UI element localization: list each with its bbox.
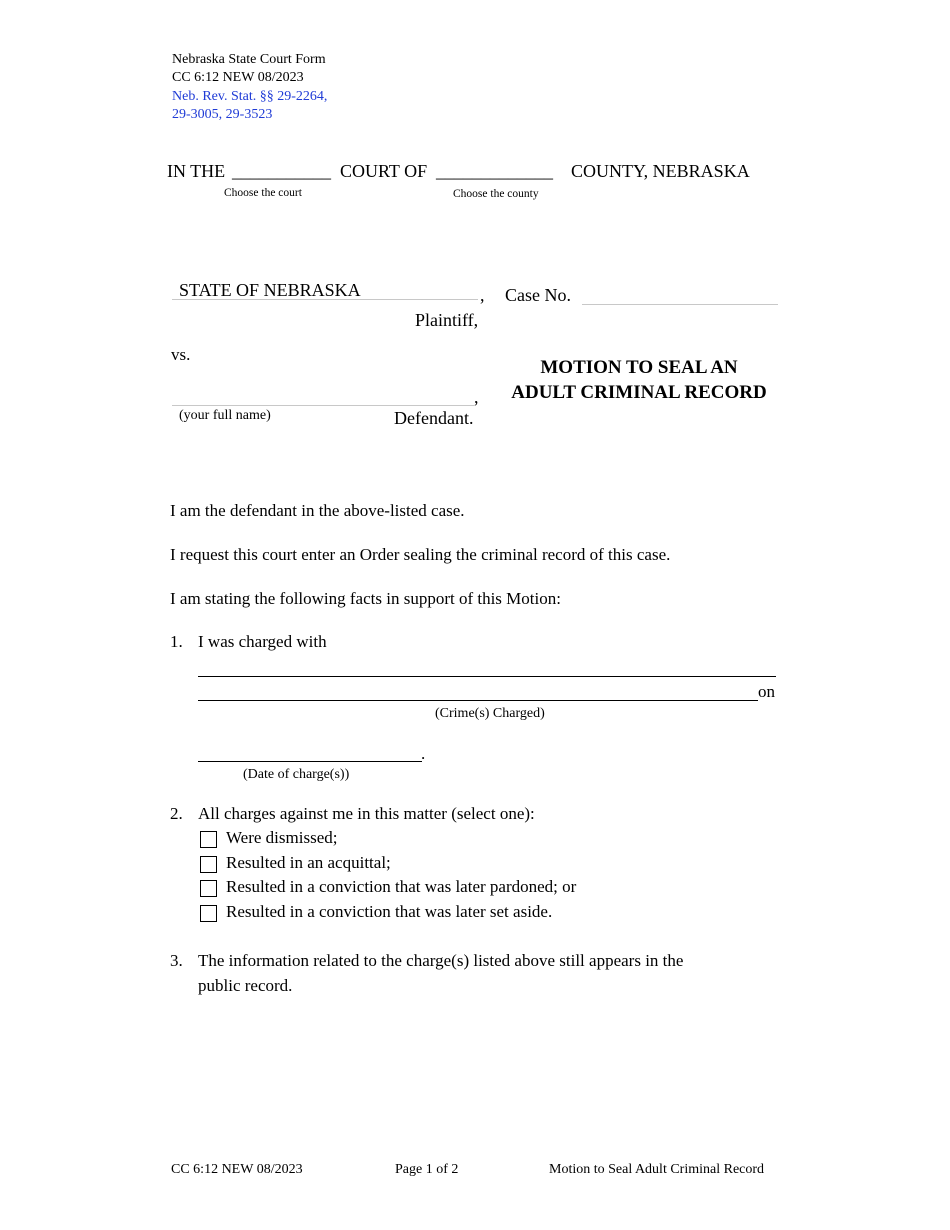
option-set-aside-checkbox[interactable] [200, 905, 217, 922]
item1-number: 1. [170, 632, 183, 651]
item3-text-line2: public record. [198, 976, 293, 995]
form-name: Nebraska State Court Form [172, 52, 326, 67]
case-no-input[interactable] [582, 303, 778, 305]
title-line1: MOTION TO SEAL AN [540, 357, 738, 378]
footer-form-title: Motion to Seal Adult Criminal Record [549, 1162, 765, 1177]
county-select[interactable]: _____________ [436, 161, 553, 181]
footer-form-code: CC 6:12 NEW 08/2023 [171, 1162, 303, 1177]
title-line2: ADULT CRIMINAL RECORD [511, 382, 767, 403]
item1-on-label: on [758, 682, 775, 701]
plaintiff-name: STATE OF NEBRASKA [179, 280, 361, 300]
crimes-charged-input-line1[interactable] [198, 675, 776, 677]
item3-number: 3. [170, 951, 183, 970]
paragraph-request: I request this court enter an Order sealing the criminal record of this case. [170, 545, 671, 564]
item3-text-line1: The information related to the charge(s) listed above still appears in the [198, 951, 684, 970]
plaintiff-label: Plaintiff, [415, 310, 479, 330]
charge-date-hint: (Date of charge(s)) [243, 767, 350, 782]
statute-link-line2[interactable]: 29-3005, 29-3523 [172, 107, 273, 122]
option-pardoned-label: Resulted in a conviction that was later pardoned; or [226, 877, 577, 896]
item2-number: 2. [170, 804, 183, 823]
versus-label: vs. [171, 345, 191, 364]
choose-county-hint: Choose the county [453, 188, 539, 200]
defendant-name-input[interactable] [172, 404, 474, 406]
item1-text: I was charged with [198, 632, 327, 651]
item2-text: All charges against me in this matter (select one): [198, 804, 535, 823]
option-pardoned-checkbox[interactable] [200, 880, 217, 897]
court-of-label: COURT OF [340, 161, 428, 181]
option-set-aside-label: Resulted in a conviction that was later set aside. [226, 902, 553, 921]
plaintiff-comma: , [480, 285, 485, 305]
footer-page-number: Page 1 of 2 [395, 1162, 459, 1177]
option-dismissed-checkbox[interactable] [200, 831, 217, 848]
crimes-charged-input-line2[interactable] [198, 699, 758, 701]
option-acquittal-label: Resulted in an acquittal; [226, 853, 391, 872]
county-nebraska-label: COUNTY, NEBRASKA [571, 161, 750, 181]
paragraph-facts-intro: I am stating the following facts in support of this Motion: [170, 589, 561, 608]
paragraph-defendant-statement: I am the defendant in the above-listed case. [170, 501, 465, 520]
option-acquittal-checkbox[interactable] [200, 856, 217, 873]
charge-date-input[interactable] [198, 760, 422, 762]
defendant-comma: , [474, 387, 479, 407]
document-title [500, 355, 778, 405]
in-the-label: IN THE [167, 161, 226, 181]
case-no-label: Case No. [505, 285, 571, 305]
court-select[interactable]: ___________ [232, 161, 331, 181]
defendant-label: Defendant. [394, 408, 474, 428]
charge-date-period: . [421, 744, 426, 763]
form-code: CC 6:12 NEW 08/2023 [172, 70, 304, 85]
statute-link-line1[interactable]: Neb. Rev. Stat. §§ 29-2264, [172, 89, 328, 104]
crimes-charged-hint: (Crime(s) Charged) [435, 706, 545, 721]
option-dismissed-label: Were dismissed; [226, 828, 338, 847]
choose-court-hint: Choose the court [224, 187, 302, 199]
defendant-name-hint: (your full name) [179, 408, 271, 423]
